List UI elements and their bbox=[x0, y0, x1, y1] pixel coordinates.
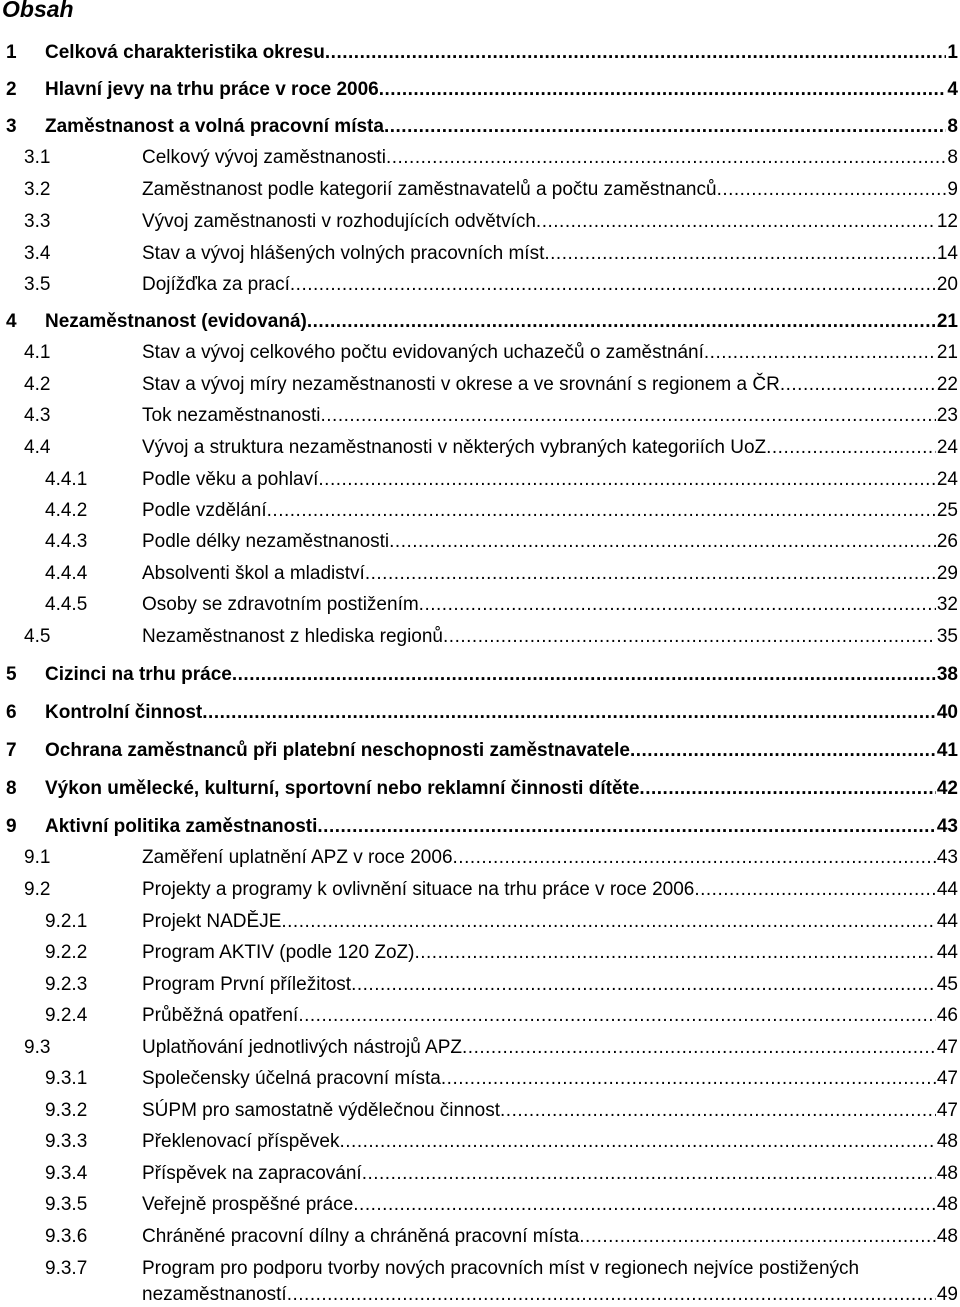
toc-entry-title: Překlenovací příspěvek bbox=[142, 1131, 340, 1152]
toc-entry-number: 4.4 bbox=[24, 437, 51, 458]
dot-leader bbox=[317, 815, 935, 839]
dot-leader bbox=[780, 373, 936, 397]
dot-leader bbox=[365, 562, 936, 586]
toc-entry-page: 49 bbox=[936, 1284, 958, 1305]
toc-entry-number: 4.1 bbox=[24, 342, 51, 363]
toc-entry-page: 26 bbox=[936, 531, 958, 552]
toc-entry-number: 9.2 bbox=[24, 879, 51, 900]
toc-entry-title: Stav a vývoj celkového počtu evidovaných uchazečů o zaměstnání bbox=[142, 342, 704, 363]
toc-entry-title: Dojížďka za prací bbox=[142, 274, 290, 295]
dot-leader bbox=[443, 625, 936, 649]
toc-entry-number: 4.5 bbox=[24, 626, 51, 647]
toc-entry-title: Podle vzdělání bbox=[142, 500, 267, 521]
dot-leader bbox=[353, 1193, 936, 1217]
toc-entry-number: 9.3.2 bbox=[45, 1100, 88, 1121]
toc-entry-number: 9.2.2 bbox=[45, 942, 88, 963]
dot-leader bbox=[389, 530, 936, 554]
dot-leader bbox=[318, 468, 935, 492]
toc-entry-page: 29 bbox=[936, 563, 958, 584]
toc-entry-page: 20 bbox=[936, 274, 958, 295]
toc-entry-number: 5 bbox=[6, 664, 17, 685]
toc-entry-page: 43 bbox=[936, 847, 958, 868]
toc-entry-page: 41 bbox=[936, 740, 958, 761]
dot-leader bbox=[281, 910, 935, 934]
toc-entry-number: 2 bbox=[6, 79, 17, 100]
toc-entry-number: 9.3.7 bbox=[45, 1258, 88, 1279]
toc-entry-page: 8 bbox=[947, 147, 958, 168]
toc-entry-page: 48 bbox=[936, 1131, 958, 1152]
toc-entry-page: 44 bbox=[936, 911, 958, 932]
toc-entry-page: 48 bbox=[936, 1163, 958, 1184]
toc-entry-page: 8 bbox=[947, 116, 958, 137]
toc-entry-page: 47 bbox=[936, 1100, 958, 1121]
toc-entry-title: Vývoj a struktura nezaměstnanosti v některých vybraných kategoriích UoZ bbox=[142, 437, 767, 458]
toc-entry-page: 40 bbox=[936, 702, 958, 723]
toc-entry-title: Zaměření uplatnění APZ v roce 2006 bbox=[142, 847, 453, 868]
toc-entry-number: 4.4.5 bbox=[45, 594, 88, 615]
dot-leader bbox=[639, 777, 935, 801]
toc-entry-title: Veřejně prospěšné práce bbox=[142, 1194, 354, 1215]
toc-entry-page: 46 bbox=[936, 1005, 958, 1026]
toc-entry-number: 3.3 bbox=[24, 211, 51, 232]
dot-leader bbox=[298, 1004, 936, 1028]
toc-entry-title: Příspěvek na zapracování bbox=[142, 1163, 362, 1184]
dot-leader bbox=[287, 1283, 936, 1307]
toc-entry-page: 43 bbox=[936, 816, 958, 837]
toc-entry-number: 9.3.5 bbox=[45, 1194, 88, 1215]
toc-entry-title: Program První příležitost bbox=[142, 974, 352, 995]
toc-entry-number: 1 bbox=[6, 42, 17, 63]
toc-entry-page: 32 bbox=[936, 594, 958, 615]
toc-entry-title: Průběžná opatření bbox=[142, 1005, 299, 1026]
toc-entry-number: 4.4.2 bbox=[45, 500, 88, 521]
toc-entry-title: nezaměstnaností bbox=[142, 1284, 287, 1305]
dot-leader bbox=[462, 1036, 936, 1060]
dot-leader bbox=[232, 663, 936, 687]
toc-entry-title: Zaměstnanost a volná pracovní místa bbox=[45, 116, 384, 137]
toc-entry-page: 25 bbox=[936, 500, 958, 521]
toc-entry-title: Společensky účelná pracovní místa bbox=[142, 1068, 441, 1089]
toc-entry-number: 3.1 bbox=[24, 147, 51, 168]
toc-entry-title: Kontrolní činnost bbox=[45, 702, 203, 723]
toc-entry-number: 9.3 bbox=[24, 1037, 51, 1058]
toc-entry-title: Celková charakteristika okresu bbox=[45, 42, 325, 63]
toc-entry-page: 44 bbox=[936, 942, 958, 963]
toc-entry-page: 48 bbox=[936, 1226, 958, 1247]
toc-entry-number: 3 bbox=[6, 116, 17, 137]
toc-entry-title: Cizinci na trhu práce bbox=[45, 664, 232, 685]
toc-entry-title: Zaměstnanost podle kategorií zaměstnavatelů a počtu zaměstnanců bbox=[142, 179, 717, 200]
toc-entry-number: 4.4.4 bbox=[45, 563, 88, 584]
toc-entry-number: 9.1 bbox=[24, 847, 51, 868]
dot-leader bbox=[453, 846, 936, 870]
toc-entry-title: Celkový vývoj zaměstnanosti bbox=[142, 147, 386, 168]
dot-leader bbox=[419, 593, 936, 617]
dot-leader bbox=[340, 1130, 936, 1154]
dot-leader bbox=[579, 1225, 936, 1249]
toc-entry-title: Vývoj zaměstnanosti v rozhodujících odvětvích bbox=[142, 211, 536, 232]
toc-entry-number: 4.3 bbox=[24, 405, 51, 426]
toc-entry-number: 4.2 bbox=[24, 374, 51, 395]
toc-entry-number: 9 bbox=[6, 816, 17, 837]
toc-entry-page: 4 bbox=[947, 79, 958, 100]
dot-leader bbox=[694, 878, 936, 902]
dot-leader bbox=[202, 701, 936, 725]
toc-entry-number: 4.4.3 bbox=[45, 531, 88, 552]
toc-entry-page: 45 bbox=[936, 974, 958, 995]
toc-entry-title: Podle věku a pohlaví bbox=[142, 469, 319, 490]
toc-entry-number: 3.5 bbox=[24, 274, 51, 295]
toc-entry-title: Chráněné pracovní dílny a chráněná pracovní místa bbox=[142, 1226, 580, 1247]
toc-entry-number: 6 bbox=[6, 702, 17, 723]
toc-entry-number: 9.3.1 bbox=[45, 1068, 88, 1089]
toc-entry-title-line1: Program pro podporu tvorby nových pracovních míst v regionech nejvíce postižených bbox=[142, 1258, 860, 1279]
toc-entry-title: Osoby se zdravotním postižením bbox=[142, 594, 419, 615]
dot-leader bbox=[325, 41, 947, 65]
dot-leader bbox=[766, 436, 936, 460]
toc-entry-page: 44 bbox=[936, 879, 958, 900]
toc-entry-title: Nezaměstnanost z hlediska regionů bbox=[142, 626, 444, 647]
dot-leader bbox=[630, 739, 936, 763]
toc-entry-page: 24 bbox=[936, 469, 958, 490]
toc-entry-page: 21 bbox=[936, 311, 958, 332]
dot-leader bbox=[384, 115, 946, 139]
toc-entry-title: Stav a vývoj míry nezaměstnanosti v okrese a ve srovnání s regionem a ČR bbox=[142, 374, 780, 395]
toc-entry-number: 9.3.4 bbox=[45, 1163, 88, 1184]
toc-entry-number: 9.3.3 bbox=[45, 1131, 88, 1152]
toc-entry-number: 9.2.1 bbox=[45, 911, 88, 932]
toc-entry-title: Výkon umělecké, kulturní, sportovní nebo reklamní činnosti dítěte bbox=[45, 778, 640, 799]
toc-entry-number: 3.4 bbox=[24, 243, 51, 264]
dot-leader bbox=[704, 341, 936, 365]
toc-entry-page: 35 bbox=[936, 626, 958, 647]
toc-entry-title: Uplatňování jednotlivých nástrojů APZ bbox=[142, 1037, 463, 1058]
toc-entry-number: 9.3.6 bbox=[45, 1226, 88, 1247]
dot-leader bbox=[362, 1162, 936, 1186]
dot-leader bbox=[544, 242, 936, 266]
toc-entry-page: 12 bbox=[936, 211, 958, 232]
toc-entry-page: 14 bbox=[936, 243, 958, 264]
dot-leader bbox=[379, 78, 947, 102]
toc-entry-title: Program AKTIV (podle 120 ZoZ) bbox=[142, 942, 415, 963]
toc-entry-page: 47 bbox=[936, 1068, 958, 1089]
dot-leader bbox=[290, 273, 936, 297]
toc-entry-page: 1 bbox=[947, 42, 958, 63]
toc-entry-page: 48 bbox=[936, 1194, 958, 1215]
toc-entry-number: 3.2 bbox=[24, 179, 51, 200]
dot-leader bbox=[441, 1067, 936, 1091]
dot-leader bbox=[500, 1099, 936, 1123]
dot-leader bbox=[717, 178, 947, 202]
toc-entry-number: 7 bbox=[6, 740, 17, 761]
toc-entry-number: 4.4.1 bbox=[45, 469, 88, 490]
toc-entry-title: Stav a vývoj hlášených volných pracovních míst bbox=[142, 243, 545, 264]
toc-entry-page: 23 bbox=[936, 405, 958, 426]
toc-entry-page: 22 bbox=[936, 374, 958, 395]
toc-entry-title: Ochrana zaměstnanců při platební neschopnosti zaměstnavatele bbox=[45, 740, 630, 761]
toc-entry-page: 47 bbox=[936, 1037, 958, 1058]
toc-entry-page: 42 bbox=[936, 778, 958, 799]
toc-entry-title: Tok nezaměstnanosti bbox=[142, 405, 321, 426]
toc-entry-title: Absolventi škol a mladiství bbox=[142, 563, 365, 584]
toc-entry-page: 9 bbox=[947, 179, 958, 200]
dot-leader bbox=[386, 146, 946, 170]
toc-entry-title: Nezaměstnanost (evidovaná) bbox=[45, 311, 307, 332]
toc-entry-title: Hlavní jevy na trhu práce v roce 2006 bbox=[45, 79, 379, 100]
dot-leader bbox=[351, 973, 936, 997]
dot-leader bbox=[307, 310, 936, 334]
dot-leader bbox=[536, 210, 936, 234]
dot-leader bbox=[267, 499, 936, 523]
toc-entry-page: 21 bbox=[936, 342, 958, 363]
dot-leader bbox=[414, 941, 935, 965]
toc-entry-title: SÚPM pro samostatně výdělečnou činnost bbox=[142, 1100, 501, 1121]
toc-entry-title: Aktivní politika zaměstnanosti bbox=[45, 816, 318, 837]
toc-entry-number: 8 bbox=[6, 778, 17, 799]
toc-entry-page: 38 bbox=[936, 664, 958, 685]
toc-entry-number: 4 bbox=[6, 311, 17, 332]
toc-entry-title: Projekt NADĚJE bbox=[142, 911, 282, 932]
page-title: Obsah bbox=[2, 0, 74, 22]
toc-entry-number: 9.2.3 bbox=[45, 974, 88, 995]
toc-entry-title: Projekty a programy k ovlivnění situace na trhu práce v roce 2006 bbox=[142, 879, 695, 900]
toc-entry-page: 24 bbox=[936, 437, 958, 458]
dot-leader bbox=[321, 404, 936, 428]
toc-entry-number: 9.2.4 bbox=[45, 1005, 88, 1026]
toc-entry-title: Podle délky nezaměstnanosti bbox=[142, 531, 390, 552]
